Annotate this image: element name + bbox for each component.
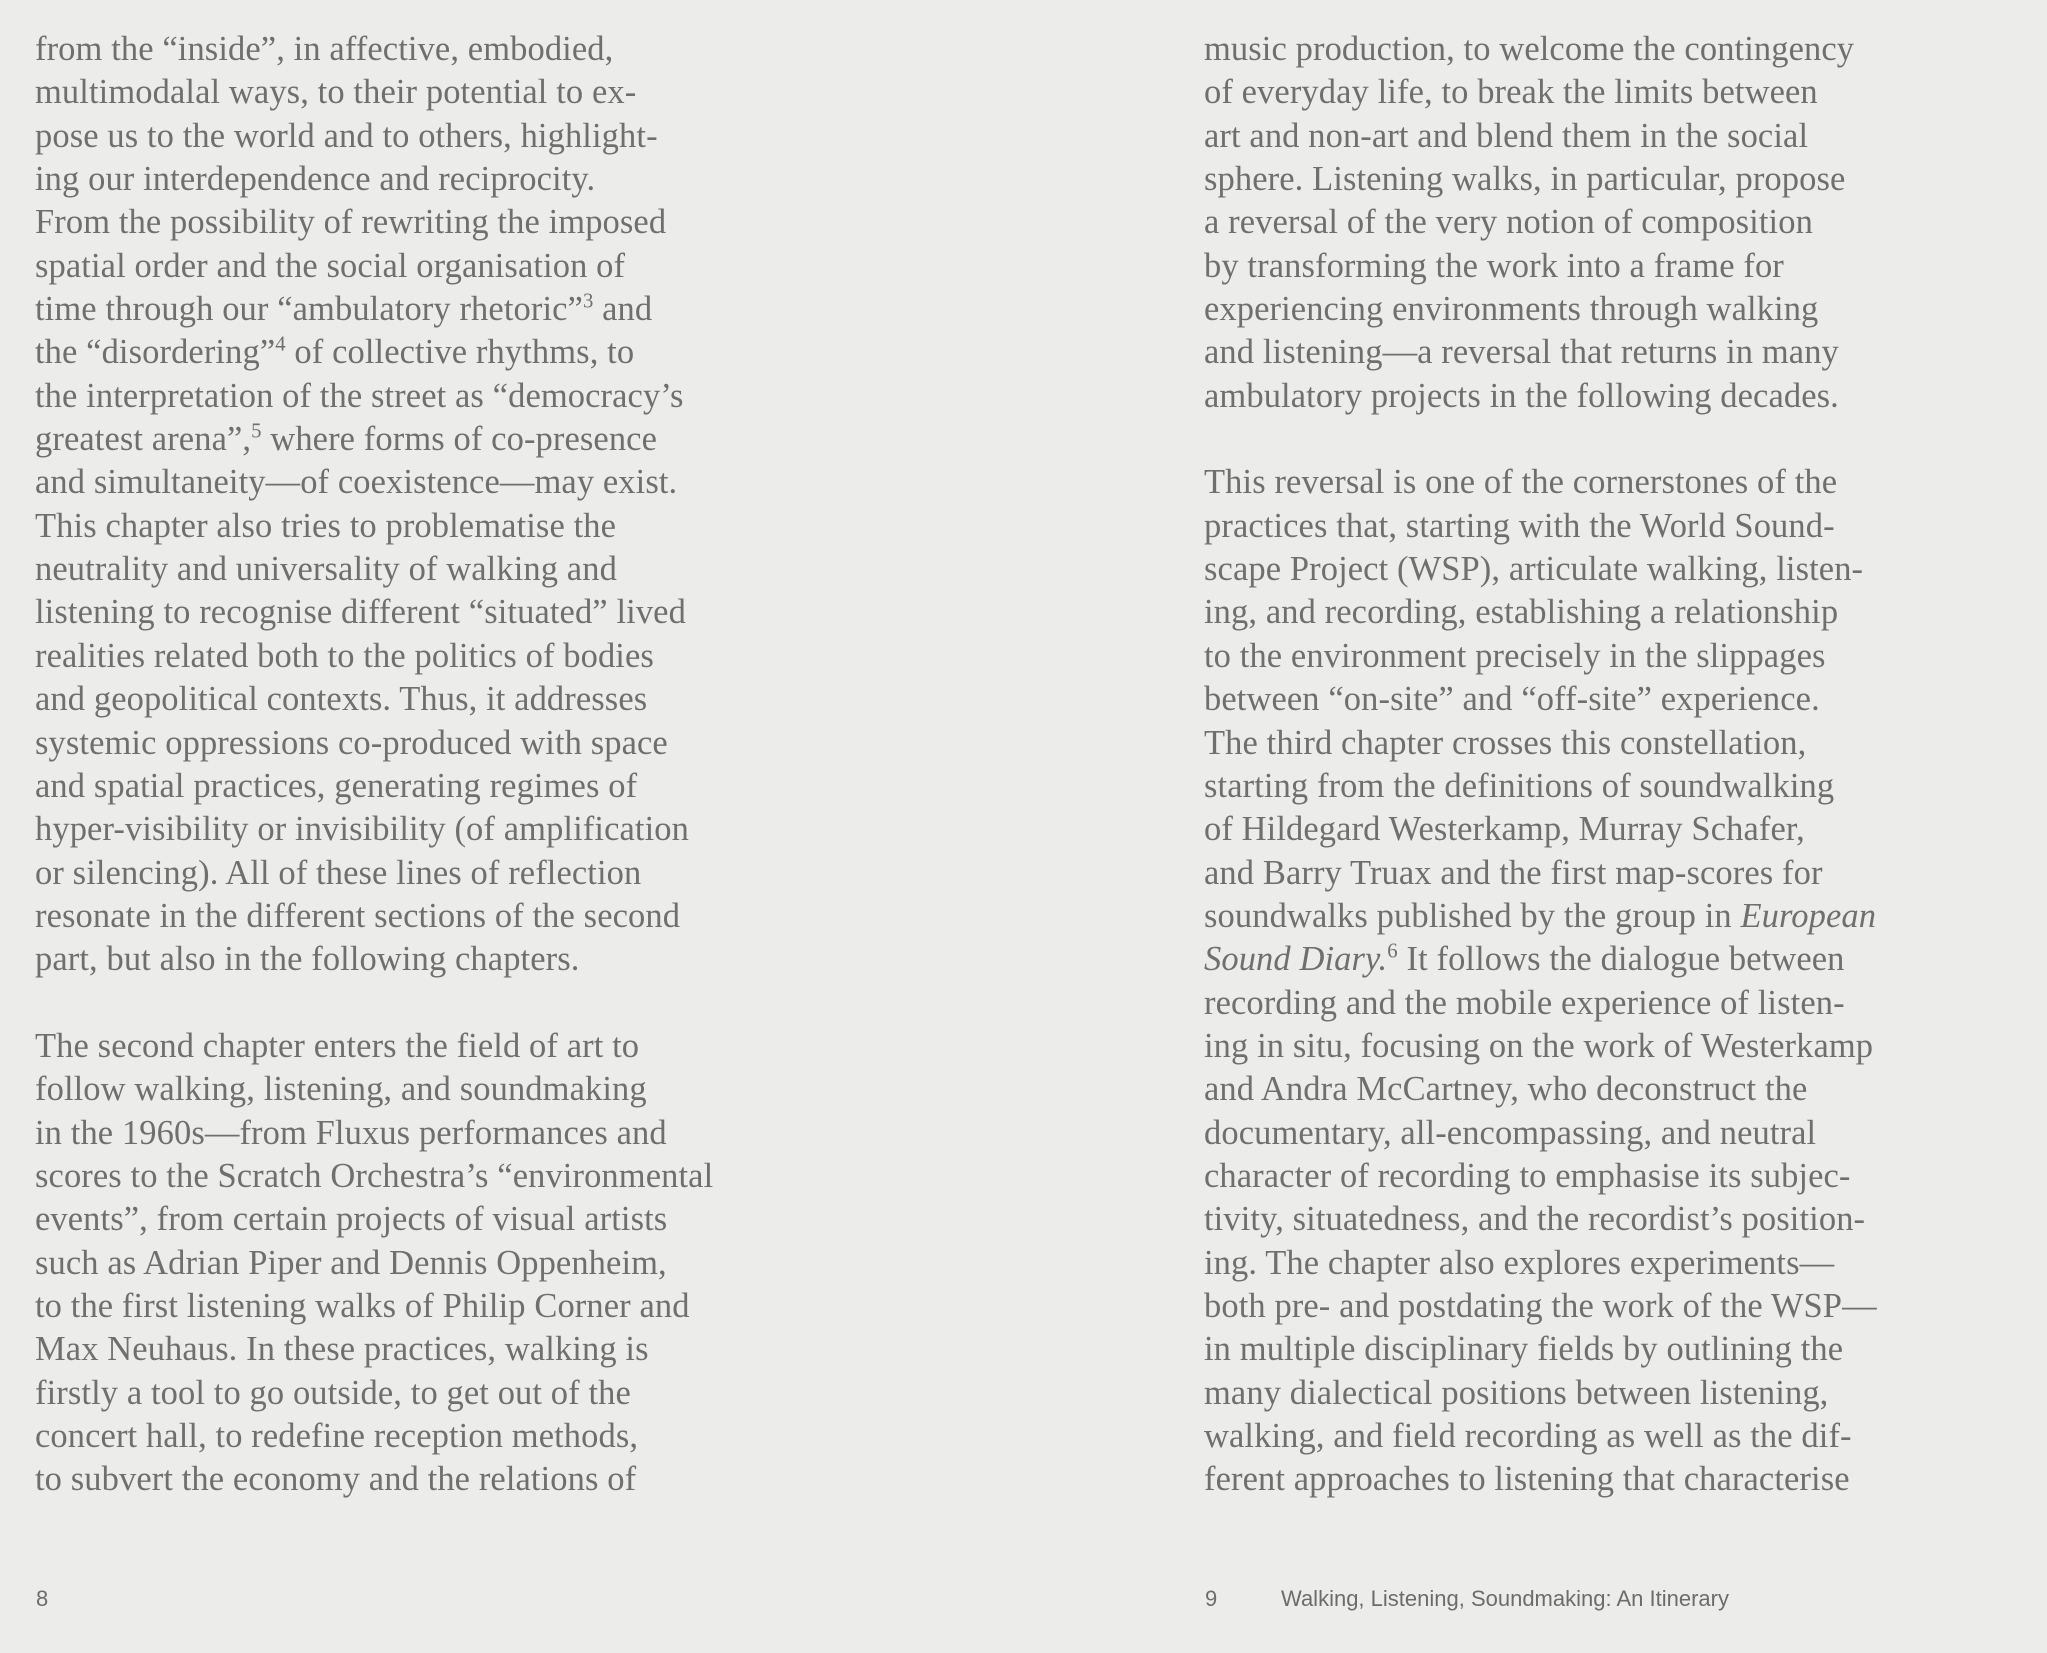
paragraph: The second chapter enters the field of art to follow walking, listening, and soundmaking in the 1960s—from Fluxus performances and scores to the Scratch Orchestra’s “environmental events”, from certain projects of visual artists such as Adrian Piper and Dennis Oppenheim, to the first listening walks of Philip Corner and Max Neuhaus. In these practices, walking is firstly a tool to go outside, to get out of the concert hall, to redefine reception methods, to subvert the economy and the relations of <box>35 1026 714 1499</box>
page-number-right: 9 <box>1205 1586 1218 1611</box>
page-number-left: 8 <box>36 1586 49 1611</box>
left-page-text-column <box>35 28 880 1502</box>
left-page-footer <box>36 1586 112 1612</box>
right-page-text-column <box>1204 28 2047 1502</box>
paragraph: from the “inside”, in affective, embodied, multimodalal ways, to their potential to ex- pose us to the world and to others, highlight- ing our interdependence and reciprocity. From the possibility of rewriting the imposed spatial order and the social organisation of time through our “ambulatory rhetoric”$^3$ and the “disordering”$^4$ of collective rhythms, to the interpretation of the street as “democracy’s greatest arena”,$^5$ where forms of co-presence and simultaneity—of coexistence—may exist. This chapter also tries to problematise the neutrality and universality of walking and listening to recognise different “situated” lived realities related both to the politics of bodies and geopolitical contexts. Thus, it addresses systemic oppressions co-produced with space and spatial practices, generating regimes of hyper-visibility or invisibility (of amplification or silencing). All of these lines of reflection resonate in the different sections of the second part, but also in the following chapters. <box>35 30 689 979</box>
right-page-footer <box>1205 1586 1729 1612</box>
paragraph: music production, to welcome the contingency of everyday life, to break the limits between art and non-art and blend them in the social sphere. Listening walks, in particular, propose a reversal of the very notion of composition by transforming the work into a frame for experiencing environments through walking and listening—a reversal that returns in many ambulatory projects in the following decades. <box>1204 30 1855 415</box>
running-footer-title: Walking, Listening, Soundmaking: An Itinerary <box>1281 1586 1729 1611</box>
paragraph: This reversal is one of the cornerstones of the practices that, starting with the World Sound- scape Project (WSP), articulate walking, listen- ing, and recording, establishing a relationship to the environment precisely in the slippages between “on-site” and “off-site” experience. The third chapter crosses this constellation, starting from the definitions of soundwalking of Hildegard Westerkamp, Murray Schafer, and Barry Truax and the first map-scores for soundwalks published by the group in European Sound Diary.$^6$ It follows the dialogue between recording and the mobile experience of listen- ing in situ, focusing on the work of Westerkamp and Andra McCartney, who deconstruct the documentary, all-encompassing, and neutral character of recording to emphasise its subjec- tivity, situatedness, and the recordist’s position- ing. The chapter also explores experiments— both pre- and postdating the work of the WSP— in multiple disciplinary fields by outlining the many dialectical positions between listening, walking, and field recording as well as the dif- ferent approaches to listening that characterise <box>1204 463 1877 1499</box>
